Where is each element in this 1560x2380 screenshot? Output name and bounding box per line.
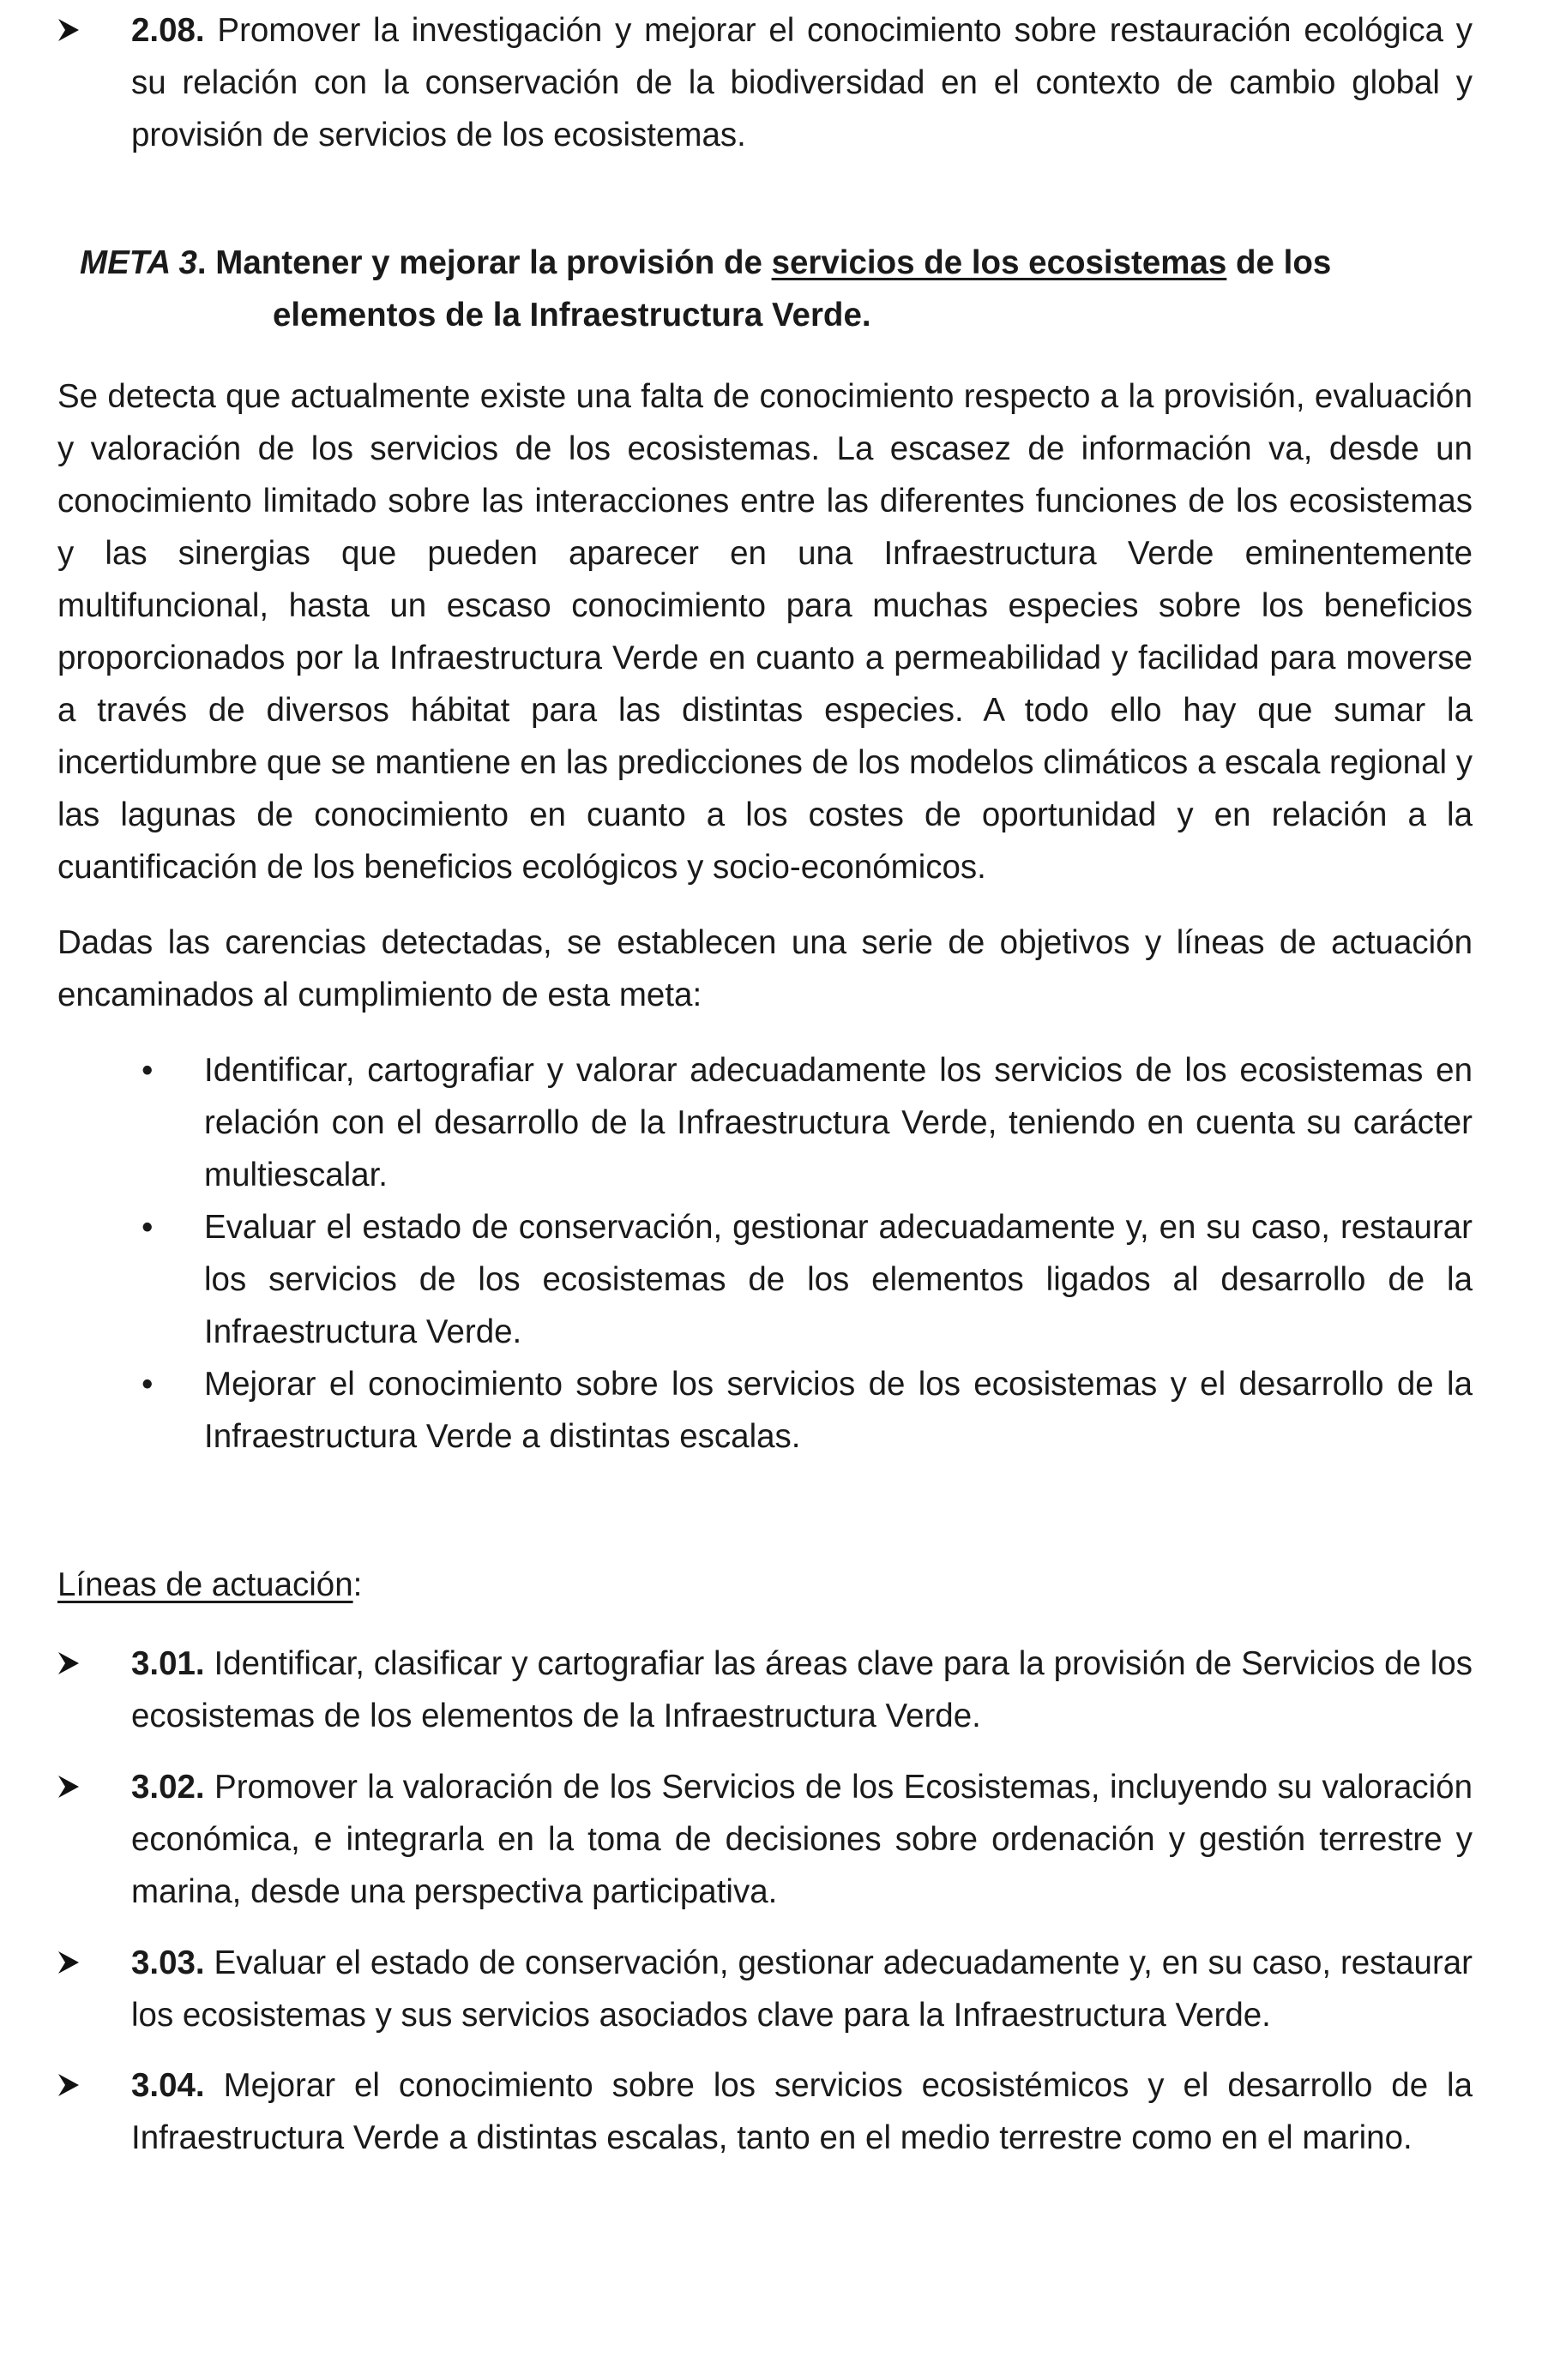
- action-line-number: 3.04.: [131, 2067, 205, 2104]
- meta-title-start: . Mantener y mejorar la provisión de: [196, 244, 772, 281]
- action-line-text: [131, 2059, 1473, 2164]
- arrowhead-bullet-icon: [57, 1775, 80, 1799]
- bullet-dot-icon: •: [142, 1366, 154, 1403]
- bullet-dot-icon: •: [142, 1052, 154, 1089]
- action-line-text: [131, 4, 1473, 161]
- action-line-item: [57, 4, 1473, 161]
- objective-item: [57, 1044, 1473, 1201]
- action-line-body: Promover la investigación y mejorar el conocimiento sobre restauración ecológica y su relación con la conservación de la biodiversidad en el contexto de cambio global y provisión de servicios de los ecosistemas.: [131, 12, 1473, 153]
- action-line-body: Mejorar el conocimiento sobre los servicios ecosistémicos y el desarrollo de la Infraestructura Verde a distintas escalas, tanto en el medio terrestre como en el marino.: [131, 2067, 1473, 2156]
- bullet-dot-icon: •: [142, 1209, 154, 1246]
- body-paragraph: Se detecta que actualmente existe una falta de conocimiento respecto a la provisión, evaluación y valoración de los servicios de los ecosistemas. La escasez de información va, desde un conocimiento limitado sobre las interacciones entre las diferentes funciones de los ecosistemas y las sinergias que pueden aparecer en una Infraestructura Verde eminentemente multifuncional, hasta un escaso conocimiento para muchas especies sobre los beneficios proporcionados por la Infraestructura Verde en cuanto a permeabilidad y facilidad para moverse a través de diversos hábitat para las distintas especies. A todo ello hay que sumar la incertidumbre que se mantiene en las predicciones de los modelos climáticos a escala regional y las lagunas de conocimiento en cuanto a los costes de oportunidad y en relación a la cuantificación de los beneficios ecológicos y socio-económicos.: [57, 378, 1473, 886]
- arrowhead-bullet-icon: [57, 1651, 80, 1675]
- action-line-item: [57, 2059, 1473, 2164]
- action-line-item: [57, 1761, 1473, 1918]
- action-line-body: Evaluar el estado de conservación, gestionar adecuadamente y, en su caso, restaurar los ecosistemas y sus servicios asociados clave para la Infraestructura Verde.: [131, 1944, 1473, 2034]
- action-line-body: Promover la valoración de los Servicios de los Ecosistemas, incluyendo su valoración económica, e integrarla en la toma de decisiones sobre ordenación y gestión terrestre y marina, desde una perspectiva participativa.: [131, 1769, 1473, 1910]
- meta-label: META 3: [80, 244, 197, 281]
- action-line-text: [131, 1761, 1473, 1918]
- meta-underlined-term: servicios de los ecosistemas: [771, 244, 1227, 281]
- arrowhead-bullet-icon: [57, 2073, 80, 2097]
- section-heading: [57, 1559, 362, 1611]
- objective-item: [57, 1201, 1473, 1358]
- section-heading-colon: :: [352, 1566, 363, 1603]
- section-heading-text: Líneas de actuación: [57, 1566, 353, 1603]
- action-line-number: 3.01.: [131, 1645, 205, 1682]
- objective-item: [57, 1358, 1473, 1463]
- arrowhead-bullet-icon: [57, 18, 80, 42]
- body-paragraph: Dadas las carencias detectadas, se establecen una serie de objetivos y líneas de actuación encaminados al cumplimiento de esta meta:: [57, 924, 1473, 1013]
- action-line-number: 3.02.: [131, 1769, 205, 1806]
- meta-heading: [80, 237, 1392, 341]
- meta-heading-line-1: [80, 237, 1392, 289]
- action-line-item: [57, 1638, 1473, 1742]
- action-line-text: [131, 1937, 1473, 2041]
- objective-text: Evaluar el estado de conservación, gestionar adecuadamente y, en su caso, restaurar los servicios de los ecosistemas de los elementos ligados al desarrollo de la Infraestructura Verde.: [204, 1209, 1473, 1350]
- meta-title-end: de los: [1226, 244, 1332, 281]
- objective-text: Identificar, cartografiar y valorar adecuadamente los servicios de los ecosistemas en relación con el desarrollo de la Infraestructura Verde, teniendo en cuenta su carácter multiescalar.: [204, 1052, 1473, 1193]
- action-line-number: 2.08.: [131, 12, 205, 49]
- action-line-number: 3.03.: [131, 1944, 205, 1981]
- objective-text: Mejorar el conocimiento sobre los servicios de los ecosistemas y el desarrollo de la Infraestructura Verde a distintas escalas.: [204, 1366, 1473, 1455]
- action-line-text: [131, 1638, 1473, 1742]
- action-line-item: [57, 1937, 1473, 2041]
- meta-heading-line-2: elementos de la Infraestructura Verde.: [273, 297, 871, 334]
- arrowhead-bullet-icon: [57, 1950, 80, 1974]
- action-line-body: Identificar, clasificar y cartografiar las áreas clave para la provisión de Servicios de los ecosistemas de los elementos de la Infraestructura Verde.: [131, 1645, 1473, 1734]
- objectives-list: [57, 1044, 1473, 1463]
